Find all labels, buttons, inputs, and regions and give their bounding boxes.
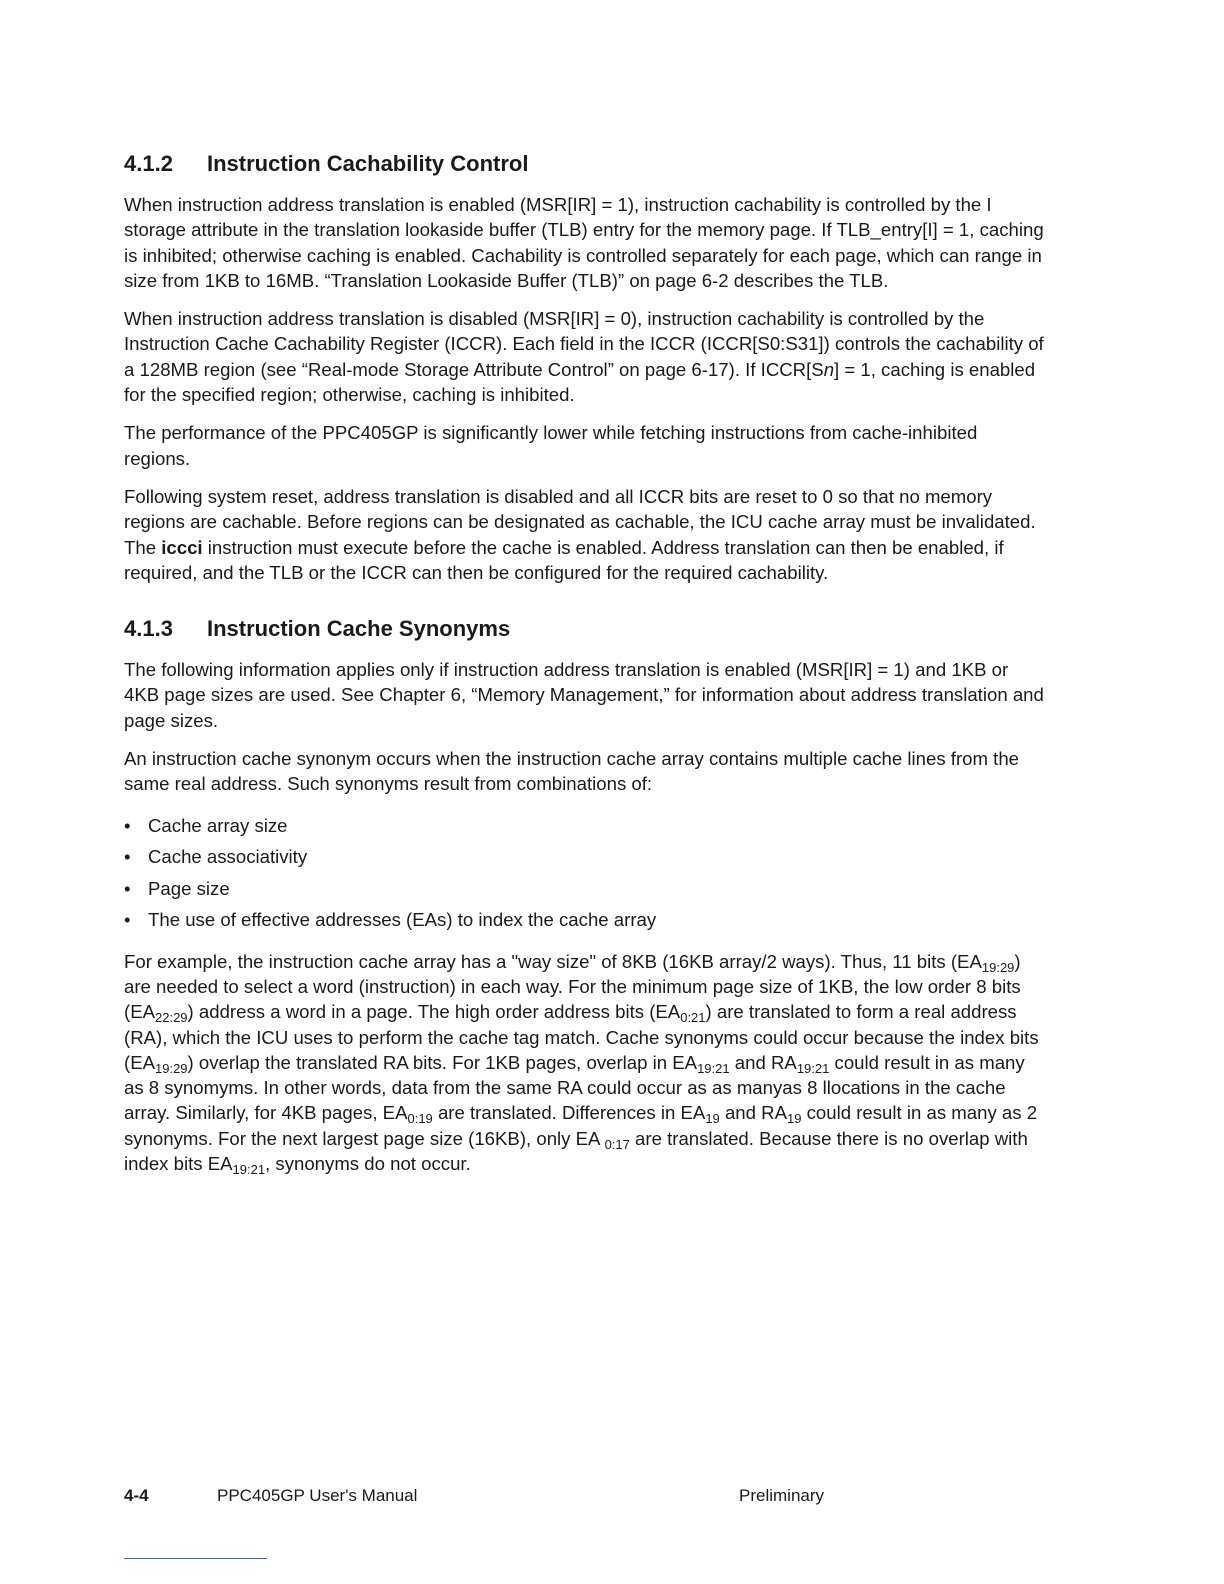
list-item-text: Page size xyxy=(148,877,230,899)
bullet-icon: • xyxy=(124,877,131,899)
paragraph: The performance of the PPC405GP is significantly lower while fetching instructions from cache-inhibited regions. xyxy=(124,422,978,469)
section-number: 4.1.3 xyxy=(124,616,173,642)
paragraph: An instruction cache synonym occurs when the instruction cache array contains multiple cache lines from the same real address. Such synonyms result from combinations of: xyxy=(124,748,1019,795)
list-item-text: Cache array size xyxy=(148,814,288,836)
bullet-icon: • xyxy=(124,909,131,931)
bullet-icon: • xyxy=(124,814,131,836)
example-paragraph: For example, the instruction cache array has a "way size" of 8KB (16KB array/2 ways). Thus, 11 bits $(EA_{19:29})$ are needed to select a word (instruction) in each way. For the minimum page size of 1KB, the low order 8 bits $(EA_{22:29})$ address a word in a page. The high order address bits $(EA_{0:21})$ are translated to form a real address (RA), which the ICU uses to perform the cache tag match. Cache synonyms could occur because the index bits $(EA_{19:29})$ overlap the translated RA bits. For 1KB pages, overlap in $EA_{19:21}$ and $RA_{19:21}$ could result in as many as 8 synomyms. In other words, data from the same RA could occur as as manyas 8 llocations in the cache array. Similarly, for 4KB pages, $EA_{0:19}$ are translated. Differences in $EA_{19}$ and $RA_{19}$ could result in as many as 2 synonyms. For the next largest page size (16KB), only EA $_{0:17}$ are translated. Because there is no overlap with index bits $EA_{19:21}$, synonyms do not occur. xyxy=(124,950,1039,1178)
paragraph: The following information applies only if instruction address translation is enabled (MSR[IR] = 1) and 1KB or 4KB page sizes are used. See Chapter 6, “Memory Management,” for information about address translation and page sizes. xyxy=(124,659,1044,731)
section-heading xyxy=(124,615,1044,643)
page-body xyxy=(124,150,1044,1189)
bullet-list xyxy=(124,810,1044,936)
footer-page-number: 4-4 xyxy=(124,1486,149,1505)
list-item-text: The use of effective addresses (EAs) to index the cache array xyxy=(148,909,657,931)
list-item xyxy=(124,904,1044,936)
footer-status: Preliminary xyxy=(739,1486,825,1505)
bullet-icon: • xyxy=(124,846,131,868)
list-item-text: Cache associativity xyxy=(148,846,308,868)
section-instruction-cache-synonyms xyxy=(124,615,1044,1176)
footer-rule xyxy=(124,1558,267,1559)
section-heading xyxy=(124,150,1044,178)
section-title: Instruction Cachability Control xyxy=(207,151,529,176)
section-instruction-cachability-control xyxy=(124,150,1044,585)
list-item xyxy=(124,810,1044,842)
list-item xyxy=(124,841,1044,873)
page-footer xyxy=(124,1484,924,1508)
paragraph-iccci: Following system reset, address translation is disabled and all ICCR bits are reset to 0 so that no memory regions are cachable. Before regions can be designated as cachable, the ICU cache array must be invalidated. The iccci instruction must execute before the cache is enabled. Address translation can then be enabled, if required, and the TLB or the ICCR can then be configured for the required cachability. xyxy=(124,485,1036,583)
section-number: 4.1.2 xyxy=(124,151,173,176)
list-item xyxy=(124,873,1044,905)
paragraph: When instruction address translation is disabled (MSR[IR] = 0), instruction cachability is controlled by the Instruction Cache Cachability Register (ICCR). Each field in the ICCR (ICCR[S0:S31]) controls the cachability of a 128MB region (see “Real-mode Storage Attribute Control” on page 6-17). If ICCR[Sn] = 1, caching is enabled for the specified region; otherwise, caching is inhibited. xyxy=(124,308,1044,406)
footer-manual-title: PPC405GP User's Manual xyxy=(217,1486,418,1505)
section-title: Instruction Cache Synonyms xyxy=(207,616,511,642)
paragraph: When instruction address translation is enabled (MSR[IR] = 1), instruction cachability is controlled by the I storage attribute in the translation lookaside buffer (TLB) entry for the memory page. If TLB_entry[I] = 1, caching is inhibited; otherwise caching is enabled. Cachability is controlled separately for each page, which can range in size from 1KB to 16MB. “Translation Lookaside Buffer (TLB)” on page 6-2 describes the TLB. xyxy=(124,194,1044,291)
